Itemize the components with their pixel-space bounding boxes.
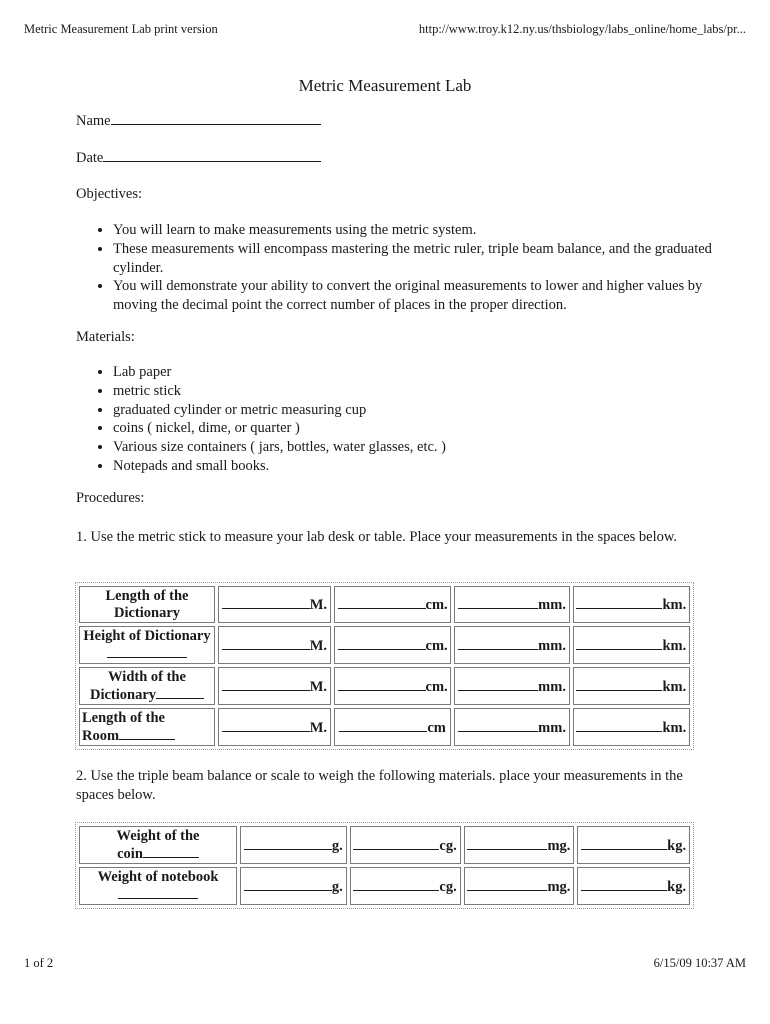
answer-cell[interactable]: mm. <box>454 708 569 746</box>
answer-cell[interactable]: km. <box>573 626 690 664</box>
row-label: Height of Dictionary <box>79 626 215 664</box>
date-label: Date <box>76 150 104 166</box>
answer-cell[interactable]: km. <box>573 586 690 623</box>
table-row <box>79 667 690 705</box>
answer-cell[interactable]: cm. <box>334 667 452 705</box>
page-title: Metric Measurement Lab <box>298 76 472 95</box>
table-row <box>79 826 690 864</box>
date-blank[interactable] <box>103 149 321 162</box>
answer-cell[interactable]: kg. <box>577 867 690 905</box>
procedures-heading: Procedures: <box>76 490 145 506</box>
answer-cell[interactable]: mm. <box>454 667 569 705</box>
list-item: • You will demonstrate your ability to convert the original measurements to lower and higher values by moving the decimal point the correct number of places in the proper direction. <box>113 277 713 315</box>
list-item: • Notepads and small books. <box>113 457 713 476</box>
table-row <box>79 586 690 623</box>
page-number: 1 of 2 <box>24 956 54 970</box>
answer-cell[interactable]: cm. <box>334 626 452 664</box>
row-label: Weight of the coin <box>79 826 237 864</box>
answer-cell[interactable]: cm. <box>334 586 452 623</box>
table-row <box>79 626 690 664</box>
objectives-heading: Objectives: <box>76 186 143 202</box>
answer-cell[interactable]: mm. <box>454 626 569 664</box>
list-item: • Lab paper <box>113 363 713 382</box>
answer-cell[interactable]: M. <box>218 667 331 705</box>
list-item: • Various size containers ( jars, bottles, water glasses, etc. ) <box>113 438 713 457</box>
list-item: • These measurements will encompass mastering the metric ruler, triple beam balance, and the graduated cylinder. <box>113 240 713 278</box>
print-header-url: http://www.troy.k12.ny.us/thsbiology/labs_online/home_labs/pr... <box>418 22 746 36</box>
name-field <box>76 112 321 130</box>
date-field <box>76 149 321 167</box>
weight-measurement-table <box>75 822 694 909</box>
answer-cell[interactable]: cg. <box>350 867 461 905</box>
answer-cell[interactable]: cg. <box>350 826 461 864</box>
answer-cell[interactable]: M. <box>218 626 331 664</box>
answer-cell[interactable]: g. <box>240 826 347 864</box>
name-label: Name <box>76 113 111 129</box>
materials-heading: Materials: <box>76 329 135 345</box>
answer-cell[interactable]: M. <box>218 586 331 623</box>
table-row <box>79 708 690 746</box>
answer-cell[interactable]: km. <box>573 708 690 746</box>
row-label: Length of the Room <box>79 708 215 746</box>
row-label: Width of the Dictionary <box>79 667 215 705</box>
answer-cell[interactable]: mm. <box>454 586 569 623</box>
list-item: • You will learn to make measurements using the metric system. <box>113 221 713 240</box>
print-header-title: Metric Measurement Lab print version <box>24 22 218 36</box>
answer-cell[interactable]: km. <box>573 667 690 705</box>
print-timestamp: 6/15/09 10:37 AM <box>653 956 746 970</box>
answer-cell[interactable]: cm <box>334 708 452 746</box>
answer-cell[interactable]: mg. <box>464 826 575 864</box>
length-measurement-table <box>75 582 694 750</box>
list-item: • metric stick <box>113 382 713 401</box>
procedure-step-1: 1. Use the metric stick to measure your lab desk or table. Place your measurements in the spaces below. <box>76 529 678 545</box>
materials-list <box>76 363 713 476</box>
answer-cell[interactable]: g. <box>240 867 347 905</box>
list-item: • coins ( nickel, dime, or quarter ) <box>113 419 713 438</box>
row-label: Weight of notebook <box>79 867 237 905</box>
procedure-step-2: 2. Use the triple beam balance or scale to weigh the following materials. place your measurements in the spaces below. <box>76 768 683 803</box>
name-blank[interactable] <box>111 112 321 125</box>
answer-cell[interactable]: kg. <box>577 826 690 864</box>
list-item: • graduated cylinder or metric measuring cup <box>113 401 713 420</box>
row-label: Length of the Dictionary <box>79 586 215 623</box>
objectives-list <box>76 221 713 315</box>
answer-cell[interactable]: mg. <box>464 867 575 905</box>
table-row <box>79 867 690 905</box>
answer-cell[interactable]: M. <box>218 708 331 746</box>
